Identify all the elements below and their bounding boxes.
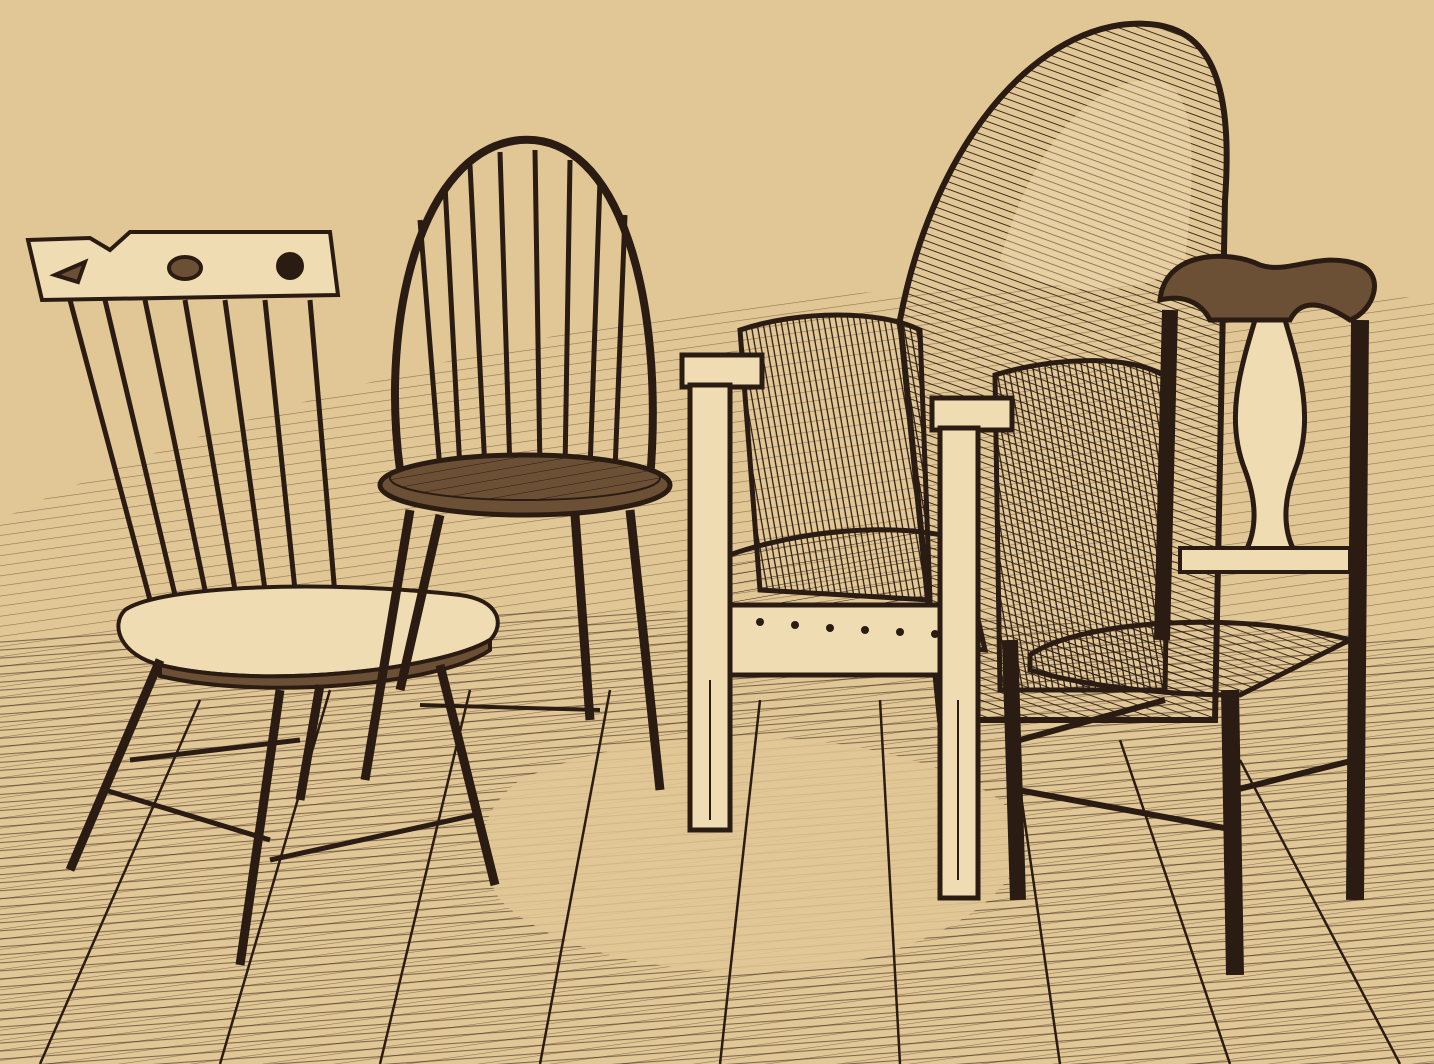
front-apron <box>700 605 960 675</box>
qa-front-left-leg <box>1010 640 1018 900</box>
left-arm-cap <box>682 355 762 387</box>
crest-flower <box>278 254 302 278</box>
qa-left-post <box>1162 310 1170 640</box>
qa-right-post <box>1355 320 1360 900</box>
right-arm-cap <box>932 398 1012 430</box>
crest-fruit <box>169 257 201 279</box>
